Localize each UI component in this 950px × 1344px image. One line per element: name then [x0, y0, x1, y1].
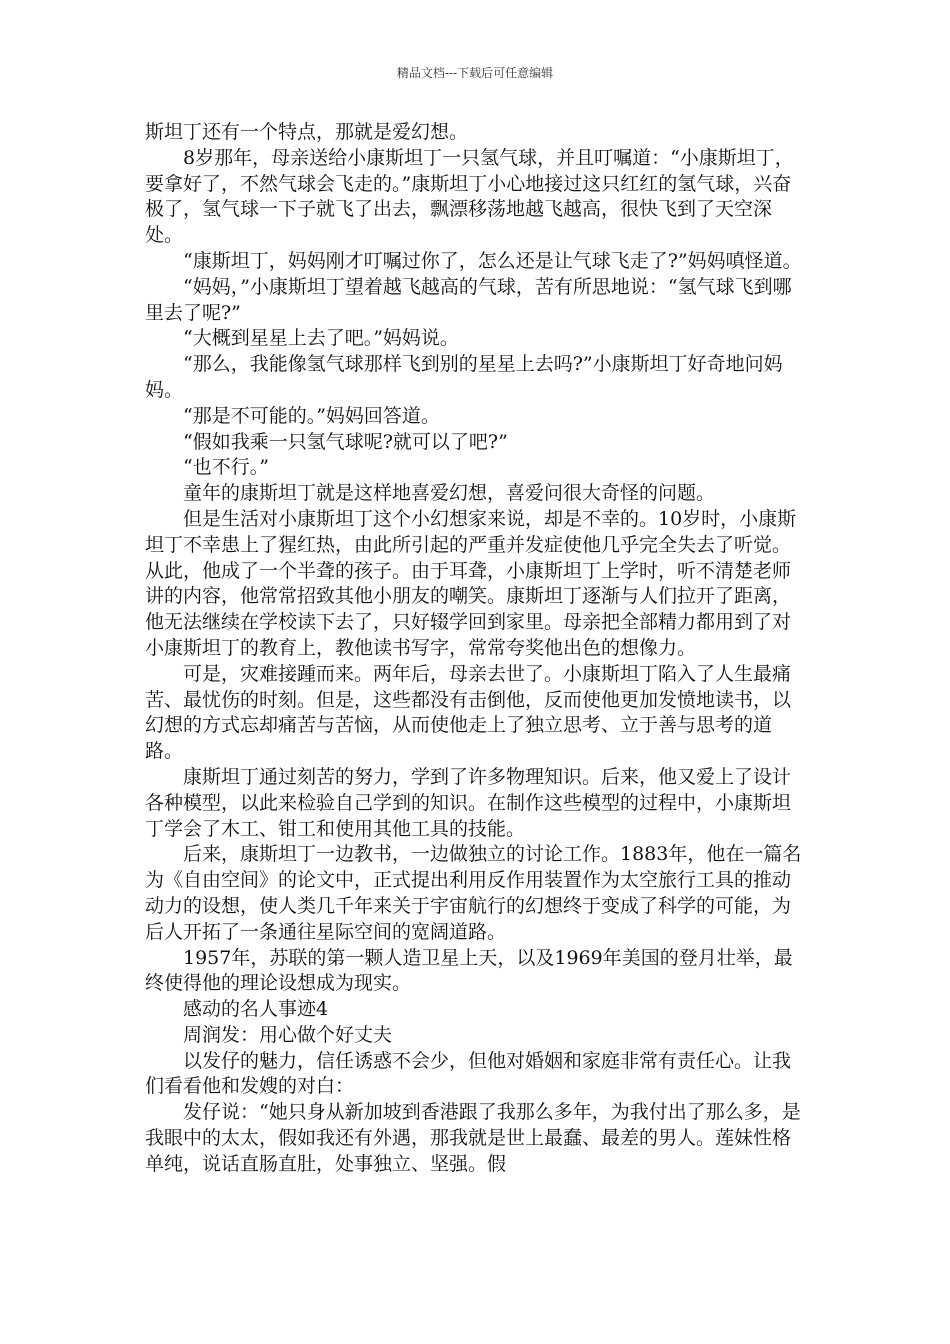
paragraph: “康斯坦丁，妈妈刚才叮嘱过你了，怎么还是让气球飞走了?”妈妈嗔怪道。: [183, 249, 802, 272]
paragraph: “大概到星星上去了吧。”妈妈说。: [183, 327, 459, 350]
document-body: [145, 120, 805, 1178]
paragraph: 斯坦丁还有一个特点，那就是爱幻想。: [145, 121, 469, 143]
paragraph: “那是不可能的。”妈妈回答道。: [183, 404, 440, 427]
paragraph: “妈妈，”小康斯坦丁望着越飞越高的气球，苦有所思地说：“氢气球飞到哪里去了呢?”: [145, 275, 792, 324]
paragraph: “也不行。”: [183, 456, 269, 479]
paragraph: 发仔说：“她只身从新加坡到香港跟了我那么多年，为我付出了那么多，是我眼中的太太，假如我还有外遇，那我就是世上最蠢、最差的男人。莲妹性格单纯，说话直肠直肚，处事独立、坚强。假: [145, 1101, 801, 1175]
paragraph: 童年的康斯坦丁就是这样地喜爱幻想，喜爱问很大奇怪的问题。: [183, 482, 716, 505]
page-header: 精品文档---下载后可任意编辑: [396, 66, 554, 80]
paragraph: 后来，康斯坦丁一边教书，一边做独立的讨论工作。1883年，他在一篇名为《自由空间》的论文中，正式提出利用反作用装置作为太空旅行工具的推动动力的设想，使人类几千年来关于宇宙航行的幻想终于变成了科学的可能，为后人开拓了一条通往星际空间的宽阔道路。: [145, 843, 802, 943]
paragraph: 感动的名人事迹4: [183, 998, 329, 1021]
paragraph: 1957年，苏联的第一颗人造卫星上天，以及1969年美国的登月壮举，最终使得他的理论设想成为现实。: [145, 946, 793, 995]
paragraph: 周润发：用心做个好丈夫: [183, 1023, 393, 1046]
paragraph: 可是，灾难接踵而来。两年后，母亲去世了。小康斯坦丁陷入了人生最痛苦、最忧伤的时刻。但是，这些都没有击倒他，反而使他更加发愤地读书，以幻想的方式忘却痛苦与苦恼，从而使他走上了独立思考、立于善与思考的道路。: [145, 662, 792, 763]
paragraph: 8岁那年，母亲送给小康斯坦丁一只氢气球，并且叮嘱道：“小康斯坦丁，要拿好了，不然气球会飞走的。”康斯坦丁小心地接过这只红红的氢气球，兴奋极了，氢气球一下子就飞了出去，飘漂移荡地越飞越高，很快飞到了天空深处。: [145, 146, 794, 247]
paragraph: “假如我乘一只氢气球呢?就可以了吧?”: [183, 430, 508, 453]
paragraph: “那么，我能像氢气球那样飞到别的星星上去吗?”小康斯坦丁好奇地问妈妈。: [145, 353, 783, 401]
paragraph: 以发仔的魅力，信任诱惑不会少，但他对婚姻和家庭非常有责任心。让我们看看他和发嫂的对白：: [145, 1049, 792, 1098]
paragraph: 康斯坦丁通过刻苦的努力，学到了许多物理知识。后来，他又爱上了设计各种模型，以此来检验自己学到的知识。在制作这些模型的过程中，小康斯坦丁学会了木工、钳工和使用其他工具的技能。: [145, 765, 792, 840]
paragraph: 但是生活对小康斯坦丁这个小幻想家来说，却是不幸的。10岁时，小康斯坦丁不幸患上了猩红热，由此所引起的严重并发症使他几乎完全失去了听觉。从此，他成了一个半聋的孩子。由于耳聋，小康斯坦丁上学时，听不清楚老师讲的内容，他常常招致其他小朋友的嘲笑。康斯坦丁逐渐与人们拉开了距离，他无法继续在学校读下去了，只好辍学回到家里。母亲把全部精力都用到了对小康斯坦丁的教育上，教他读书写字，常常夸奖他出色的想像力。: [145, 507, 797, 659]
